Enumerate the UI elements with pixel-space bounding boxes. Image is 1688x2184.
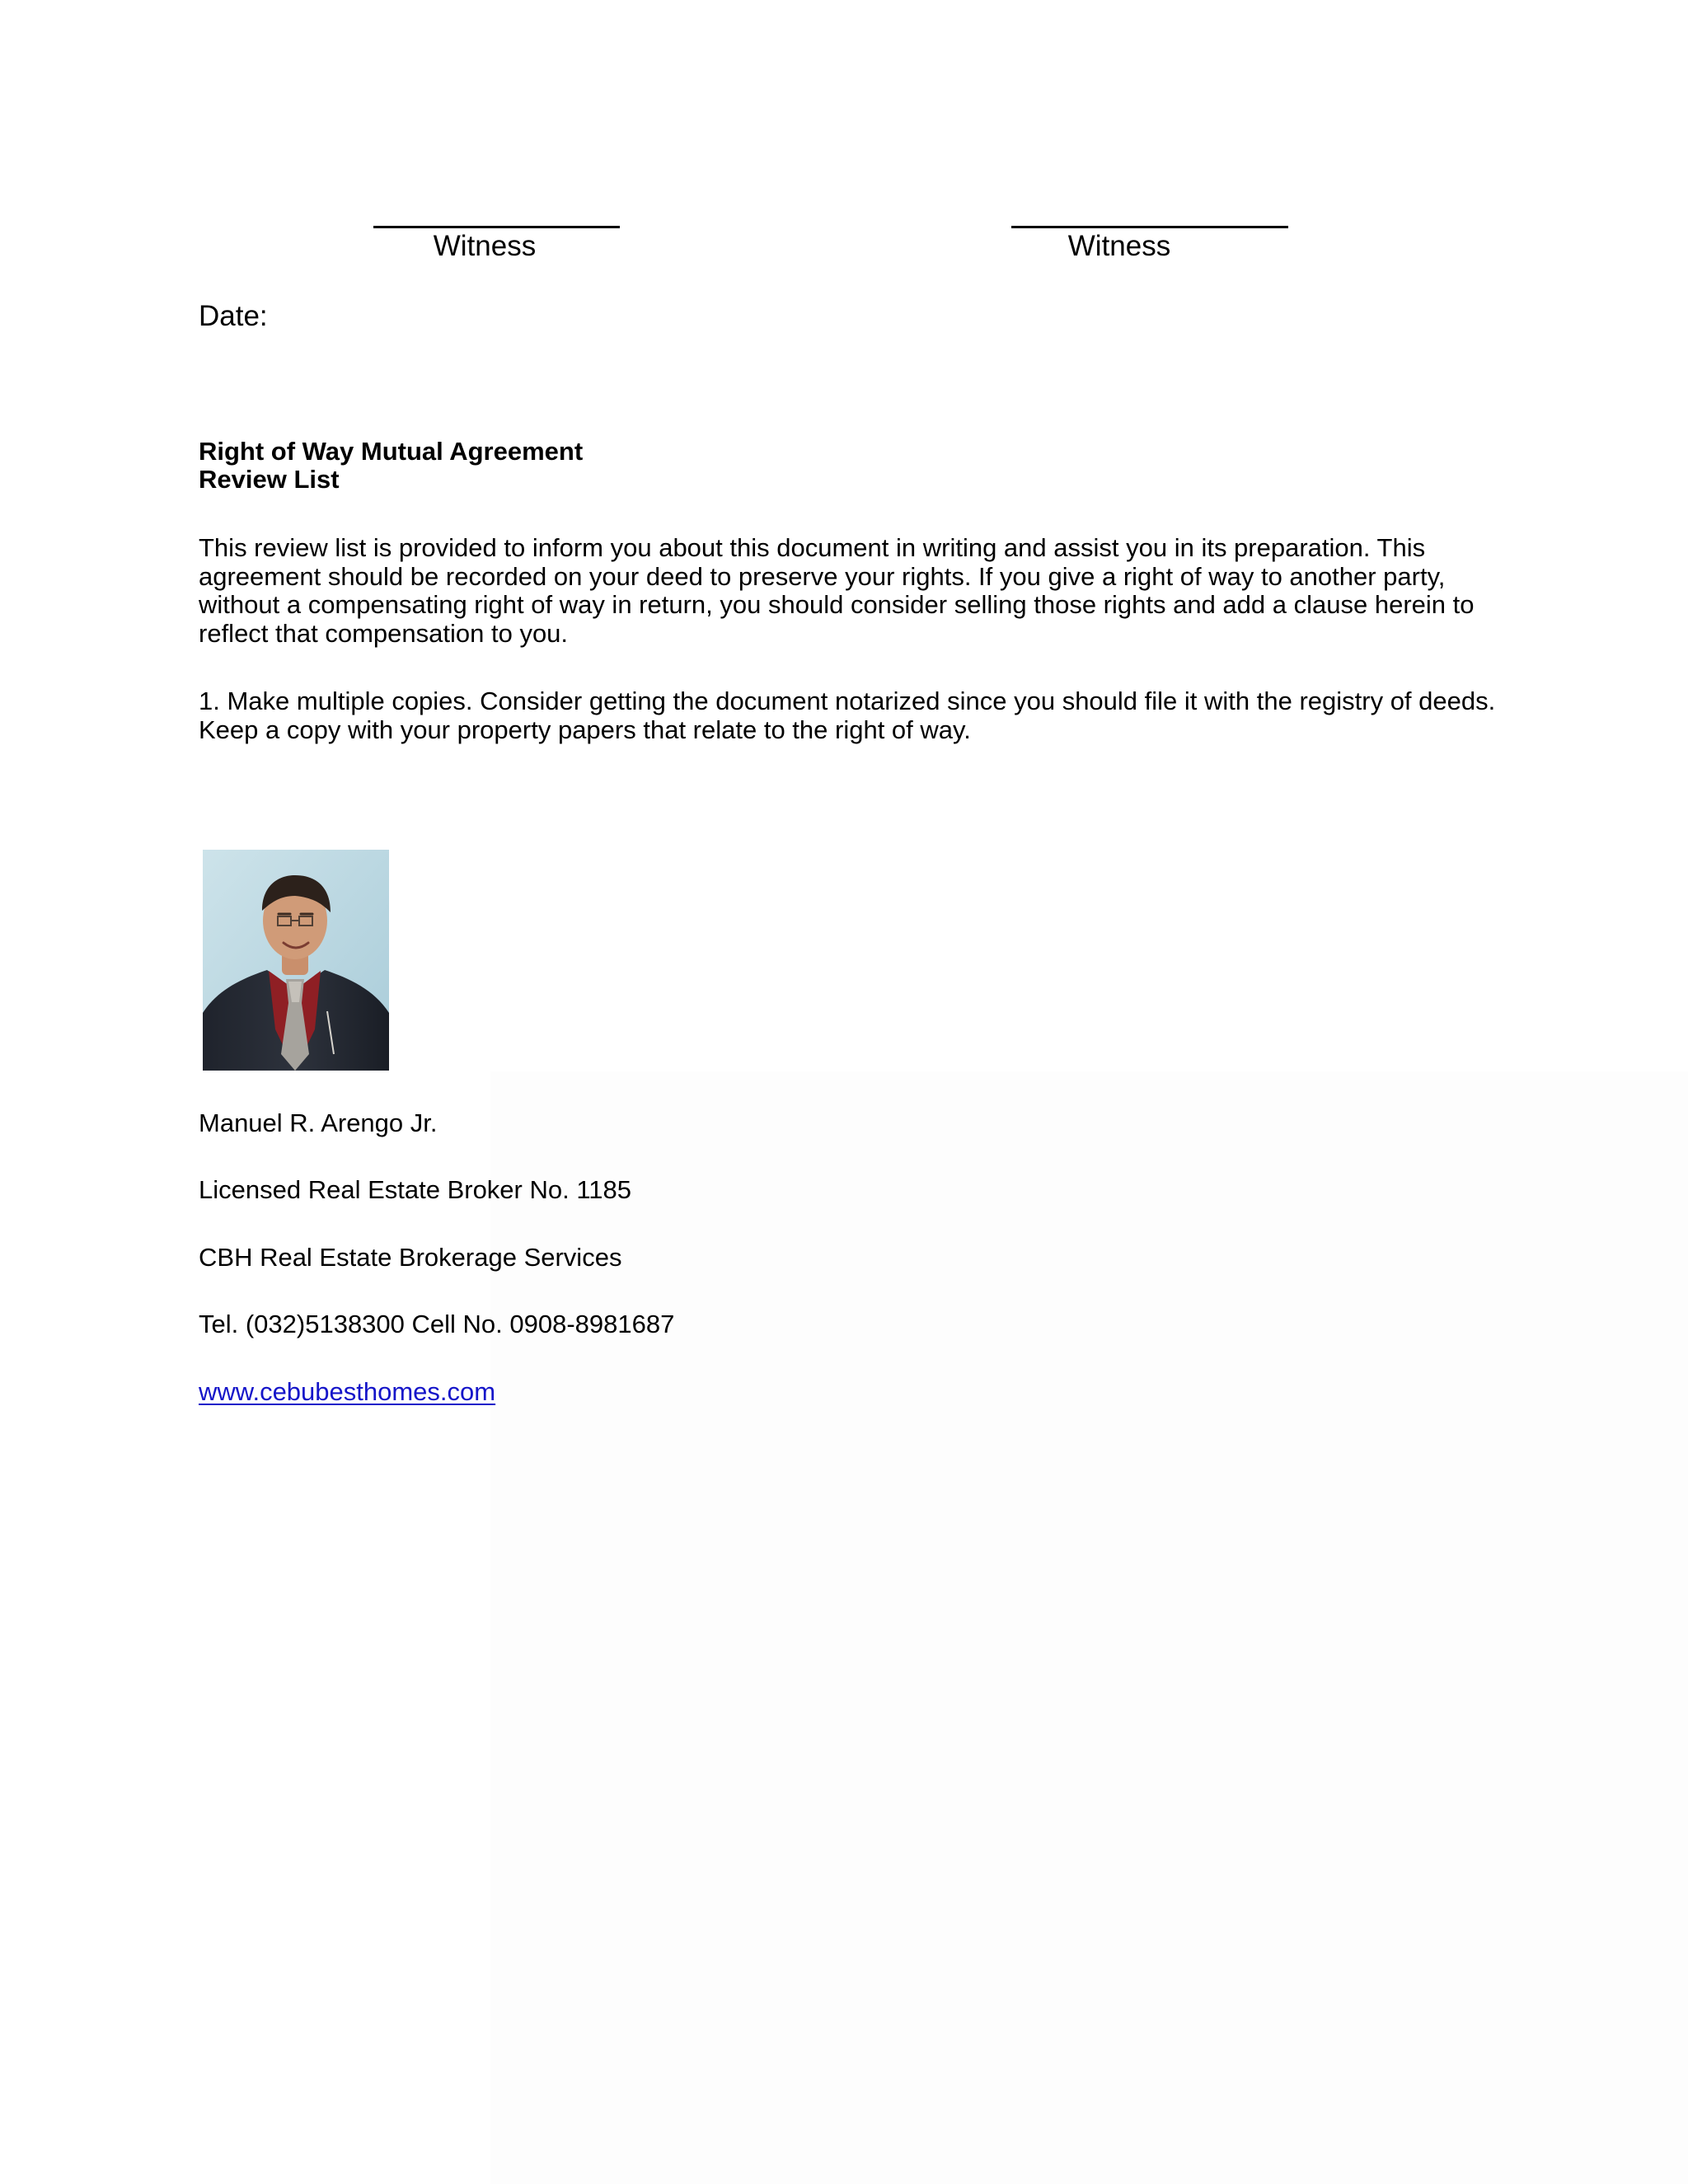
- broker-photo: [203, 850, 389, 1071]
- brokerage-company: CBH Real Estate Brokerage Services: [199, 1243, 622, 1272]
- right-witness-signature-line: [1011, 226, 1288, 228]
- review-intro-paragraph: [199, 534, 1484, 648]
- review-item-line: 1. Make multiple copies. Consider getting the document notarized since you should file it with the registry of deeds.: [199, 687, 1496, 715]
- review-intro-line: agreement should be recorded on your deed to preserve your rights. If you give a right of way to another party,: [199, 561, 1446, 591]
- website-link[interactable]: www.cebubesthomes.com: [199, 1377, 496, 1406]
- broker-name: Manuel R. Arengo Jr.: [199, 1108, 438, 1137]
- date-label: Date:: [199, 300, 268, 332]
- review-item-line: Keep a copy with your property papers that relate to the right of way.: [199, 715, 971, 744]
- review-title-line-1: Right of Way Mutual Agreement: [199, 437, 584, 466]
- review-intro-line: This review list is provided to inform you about this document in writing and assist you in its preparation. This: [199, 533, 1426, 562]
- left-witness-label: Witness: [433, 230, 537, 262]
- broker-license: Licensed Real Estate Broker No. 1185: [199, 1175, 632, 1204]
- left-witness-signature-line: [373, 226, 620, 228]
- right-witness-label: Witness: [1067, 230, 1171, 262]
- contact-phone: Tel. (032)5138300 Cell No. 0908-8981687: [199, 1310, 675, 1338]
- review-intro-line: reflect that compensation to you.: [199, 618, 569, 648]
- review-intro-line: without a compensating right of way in return, you should consider selling those rights and add a clause herein to: [199, 590, 1475, 619]
- review-title-line-2: Review List: [199, 465, 340, 494]
- page-background-region: [490, 1071, 1688, 2184]
- review-item-1: [199, 687, 1496, 744]
